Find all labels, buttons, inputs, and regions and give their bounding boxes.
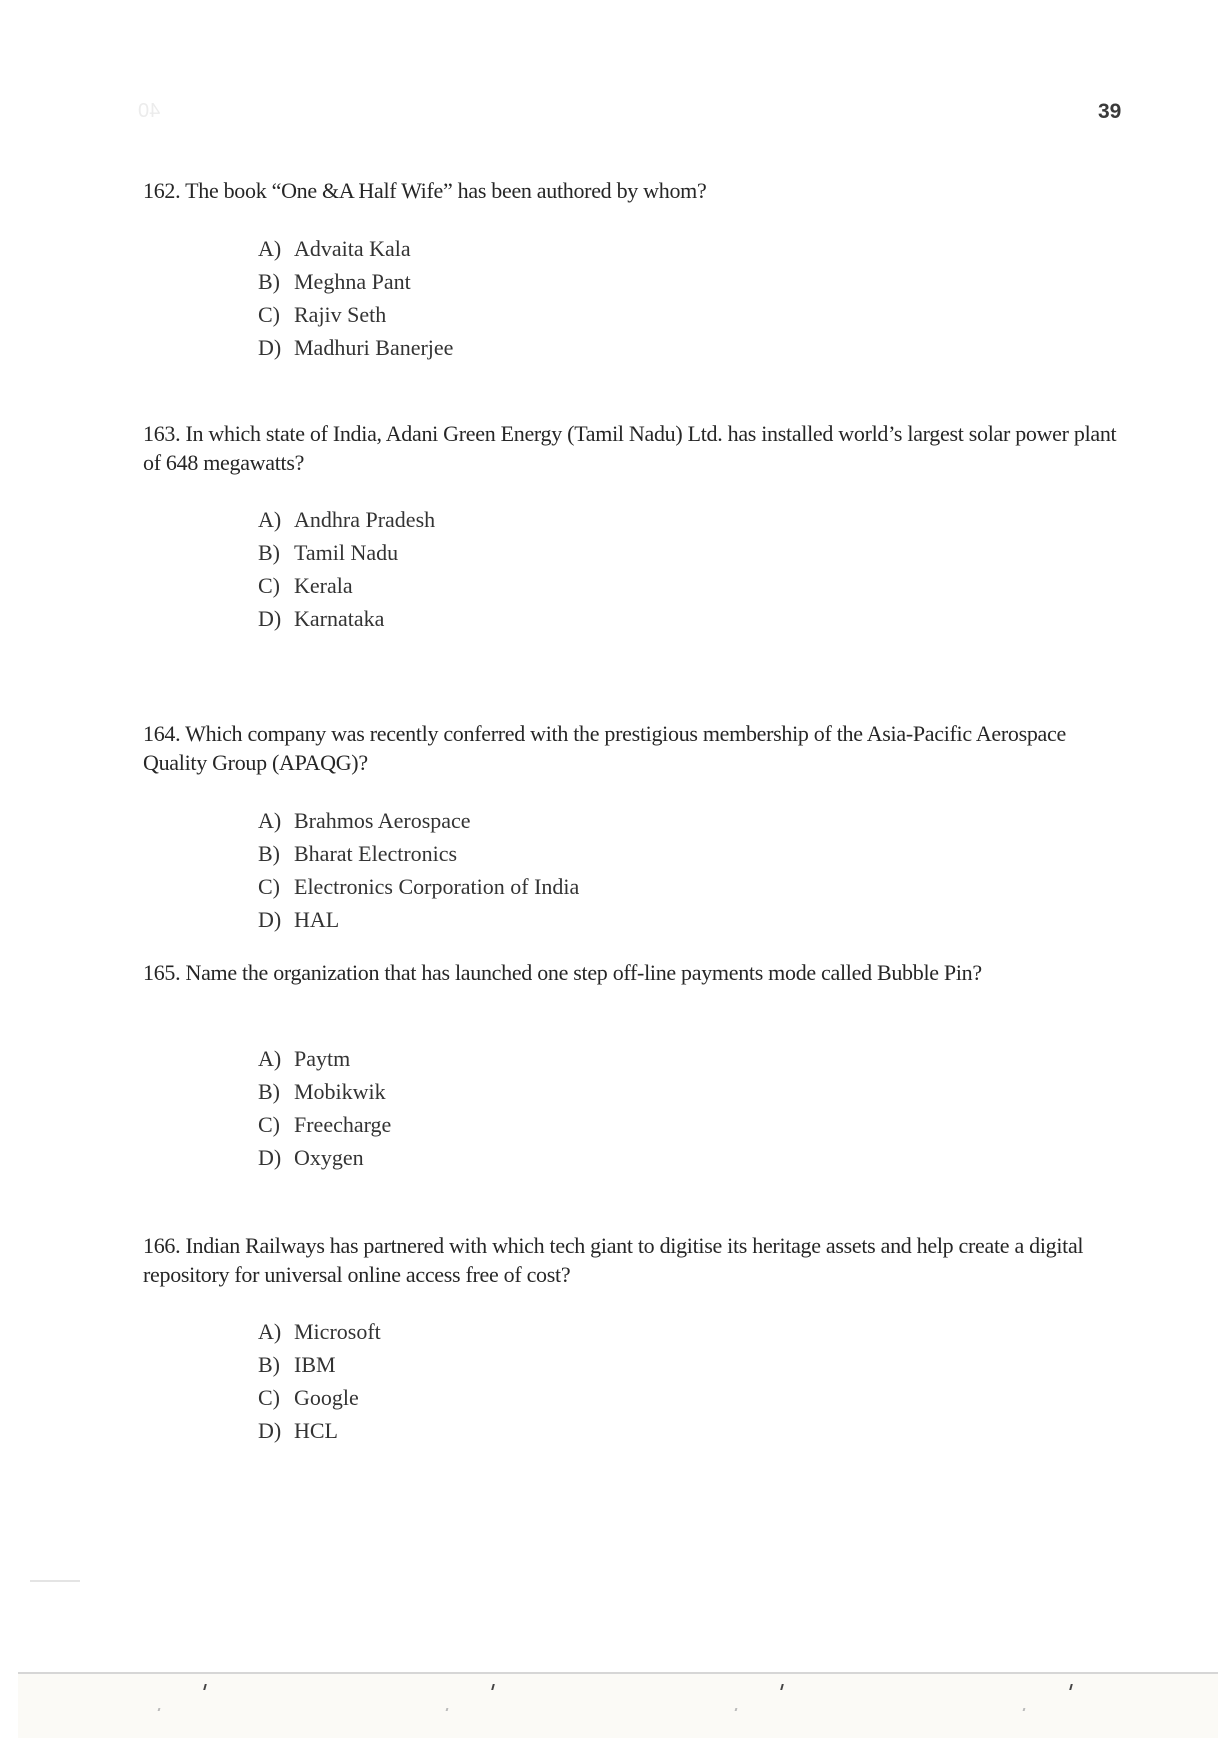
scan-mark: [1069, 1684, 1073, 1690]
scan-mark: [780, 1684, 784, 1690]
option-b: B) Mobikwik: [258, 1079, 386, 1104]
option-a: A) Paytm: [258, 1046, 351, 1071]
question-165: [143, 958, 1123, 987]
question-162: [143, 176, 1123, 205]
options-165: [258, 1042, 391, 1174]
question-text: 162. The book “One &A Half Wife” has been authored by whom?: [143, 178, 707, 203]
scan-mark: [203, 1684, 207, 1690]
scan-mark: [158, 1708, 161, 1711]
option-a: A) Andhra Pradesh: [258, 507, 436, 532]
option-b: B) Meghna Pant: [258, 269, 411, 294]
option-c: C) Freecharge: [258, 1112, 392, 1137]
option-d: D) Madhuri Banerjee: [258, 335, 454, 360]
option-a: A) Microsoft: [258, 1319, 381, 1344]
option-a: A) Brahmos Aerospace: [258, 808, 471, 833]
option-d: D) Karnataka: [258, 606, 385, 631]
option-c: C) Electronics Corporation of India: [258, 874, 580, 899]
option-b: B) Tamil Nadu: [258, 540, 399, 565]
question-164: [143, 719, 1123, 777]
option-c: C) Kerala: [258, 573, 353, 598]
options-162: [258, 232, 453, 364]
question-text: 166. Indian Railways has partnered with which tech giant to digitise its heritage assets and help create a digital repository for universal online access free of cost?: [143, 1233, 1084, 1287]
question-text: 165. Name the organization that has launched one step off-line payments mode called Bubble Pin?: [143, 960, 982, 985]
option-d: D) HAL: [258, 907, 340, 932]
question-text: 163. In which state of India, Adani Green Energy (Tamil Nadu) Ltd. has installed world’s largest solar power plant of 648 megawatts?: [143, 421, 1117, 475]
options-164: [258, 804, 579, 936]
question-163: [143, 419, 1123, 477]
option-d: D) Oxygen: [258, 1145, 364, 1170]
option-c: C) Rajiv Seth: [258, 302, 387, 327]
option-c: C) Google: [258, 1385, 359, 1410]
scan-mark: [491, 1684, 495, 1690]
scan-edge-strip: [18, 1672, 1218, 1738]
scan-mark: [1023, 1708, 1026, 1711]
scan-smudge: [30, 1580, 80, 1582]
options-163: [258, 503, 435, 635]
bleed-through-page-number: 40: [138, 100, 161, 122]
option-d: D) HCL: [258, 1418, 338, 1443]
options-166: [258, 1315, 381, 1447]
question-166: [143, 1231, 1123, 1289]
question-text: 164. Which company was recently conferred with the prestigious membership of the Asia-Pacific Aerospace Quality Group (APAQG)?: [143, 721, 1066, 775]
option-a: A) Advaita Kala: [258, 236, 411, 261]
scan-mark: [735, 1708, 738, 1711]
page-number: 39: [1098, 100, 1122, 123]
option-b: B) Bharat Electronics: [258, 841, 458, 866]
option-b: B) IBM: [258, 1352, 336, 1377]
scan-mark: [446, 1708, 449, 1711]
